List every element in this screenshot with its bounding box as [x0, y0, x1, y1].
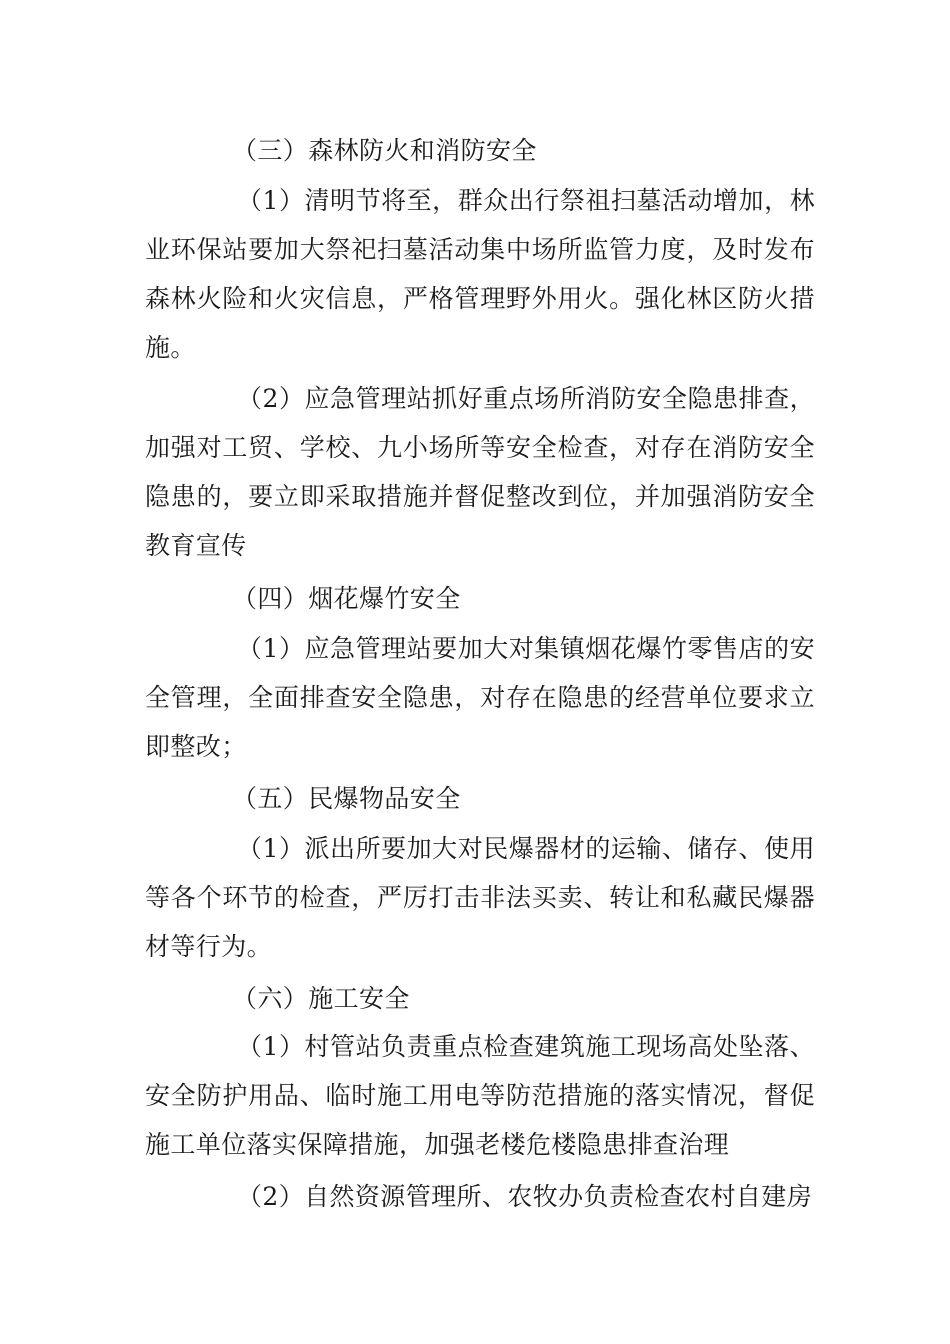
section-heading-6: （六）施工安全 — [232, 984, 410, 1013]
paragraph-4-1: （1）应急管理站要加大对集镇烟花爆竹零售店的安全管理，全面排查安全隐患，对存在隐患的经营单位要求立即整改； — [145, 634, 815, 761]
paragraph-6-2: （2）自然资源管理所、农牧办负责检查农村自建房 — [237, 1182, 813, 1211]
section-heading-3: （三）森林防火和消防安全 — [232, 136, 537, 165]
section-heading-5: （五）民爆物品安全 — [232, 784, 461, 813]
section-heading-4: （四）烟花爆竹安全 — [232, 584, 461, 613]
paragraph-5-1: （1）派出所要加大对民爆器材的运输、储存、使用等各个环节的检查，严厉打击非法买卖、转让和私藏民爆器材等行为。 — [145, 834, 815, 961]
paragraph-3-1: （1）清明节将至，群众出行祭祖扫墓活动增加，林业环保站要加大祭祀扫墓活动集中场所监管力度，及时发布森林火险和火灾信息，严格管理野外用火。强化林区防火措施。 — [145, 186, 815, 362]
paragraph-3-2: （2）应急管理站抓好重点场所消防安全隐患排查，加强对工贸、学校、九小场所等安全检查，对存在消防安全隐患的，要立即采取措施并督促整改到位，并加强消防安全教育宣传 — [145, 384, 815, 560]
paragraph-6-1: （1）村管站负责重点检查建筑施工现场高处坠落、安全防护用品、临时施工用电等防范措施的落实情况，督促施工单位落实保障措施，加强老楼危楼隐患排查治理 — [145, 1032, 815, 1159]
